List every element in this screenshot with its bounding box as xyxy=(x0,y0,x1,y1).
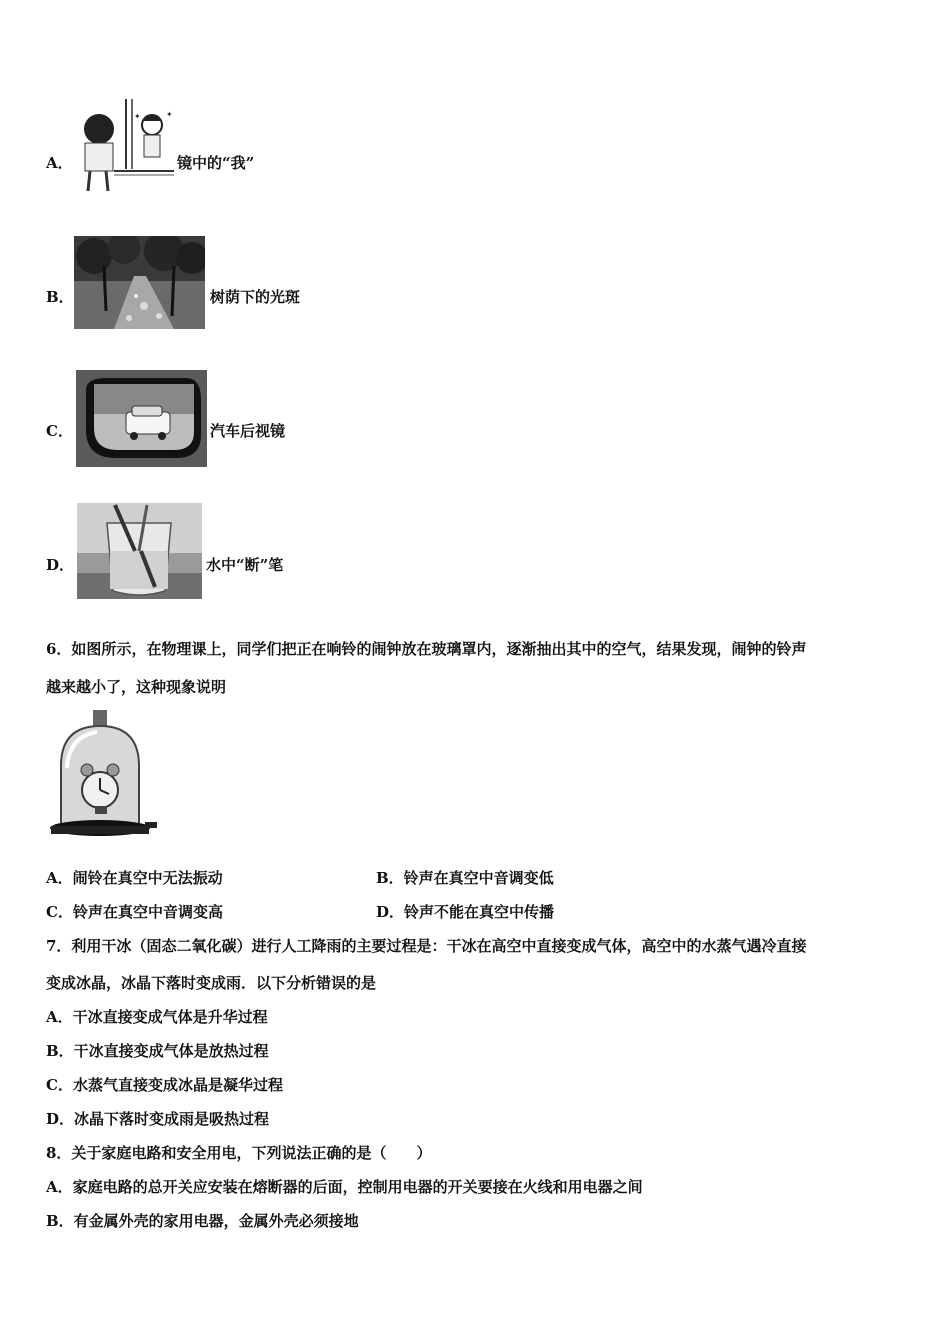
question-stem-line: 变成冰晶，冰晶下落时变成雨．以下分析错误的是 xyxy=(46,974,377,992)
option-c: C．水蒸气直接变成冰晶是凝华过程 xyxy=(46,1076,283,1094)
option-b: B．铃声在真空中音调变低 xyxy=(376,869,554,887)
question-stem-line: 7．利用干冰（固态二氧化碳）进行人工降雨的主要过程是：干冰在高空中直接变成气体，高空中的水蒸气遇冷直接 xyxy=(46,937,807,955)
question-stem-line: 8．关于家庭电路和安全用电，下列说法正确的是（ ） xyxy=(46,1144,432,1162)
option-label: B． xyxy=(46,288,74,306)
question-stem-line: 越来越小了，这种现象说明 xyxy=(46,678,227,696)
mirror-illustration xyxy=(74,99,174,195)
car-mirror-photo xyxy=(76,370,207,467)
option-a: A．家庭电路的总开关应安装在熔断器的后面，控制用电器的开关要接在火线和用电器之间 xyxy=(46,1178,643,1196)
option-a: A．干冰直接变成气体是升华过程 xyxy=(46,1008,268,1026)
option-label: A． xyxy=(46,154,73,172)
question-stem-line: 6．如图所示，在物理课上，同学们把正在响铃的闹钟放在玻璃罩内，逐渐抽出其中的空气，结果发现，闹钟的铃声 xyxy=(46,640,807,658)
svg-text:✦: ✦ xyxy=(134,112,141,121)
option-caption: 水中“断”笔 xyxy=(206,556,284,574)
tree-shade-photo xyxy=(74,236,205,329)
option-caption: 树荫下的光斑 xyxy=(210,288,301,306)
option-a: A．闹铃在真空中无法振动 xyxy=(46,869,223,887)
option-d: D．铃声不能在真空中传播 xyxy=(376,903,555,921)
pencil-in-water-photo xyxy=(77,503,202,599)
bell-jar-clock-photo xyxy=(47,708,159,842)
option-caption: 汽车后视镜 xyxy=(210,422,286,440)
option-c: C．铃声在真空中音调变高 xyxy=(46,903,223,921)
option-caption: 镜中的“我” xyxy=(177,154,255,172)
option-label: D． xyxy=(46,556,75,574)
svg-text:✦: ✦ xyxy=(166,110,173,119)
option-b: B．有金属外壳的家用电器，金属外壳必须接地 xyxy=(46,1212,359,1230)
option-b: B．干冰直接变成气体是放热过程 xyxy=(46,1042,269,1060)
option-d: D．冰晶下落时变成雨是吸热过程 xyxy=(46,1110,270,1128)
option-label: C． xyxy=(46,422,73,440)
